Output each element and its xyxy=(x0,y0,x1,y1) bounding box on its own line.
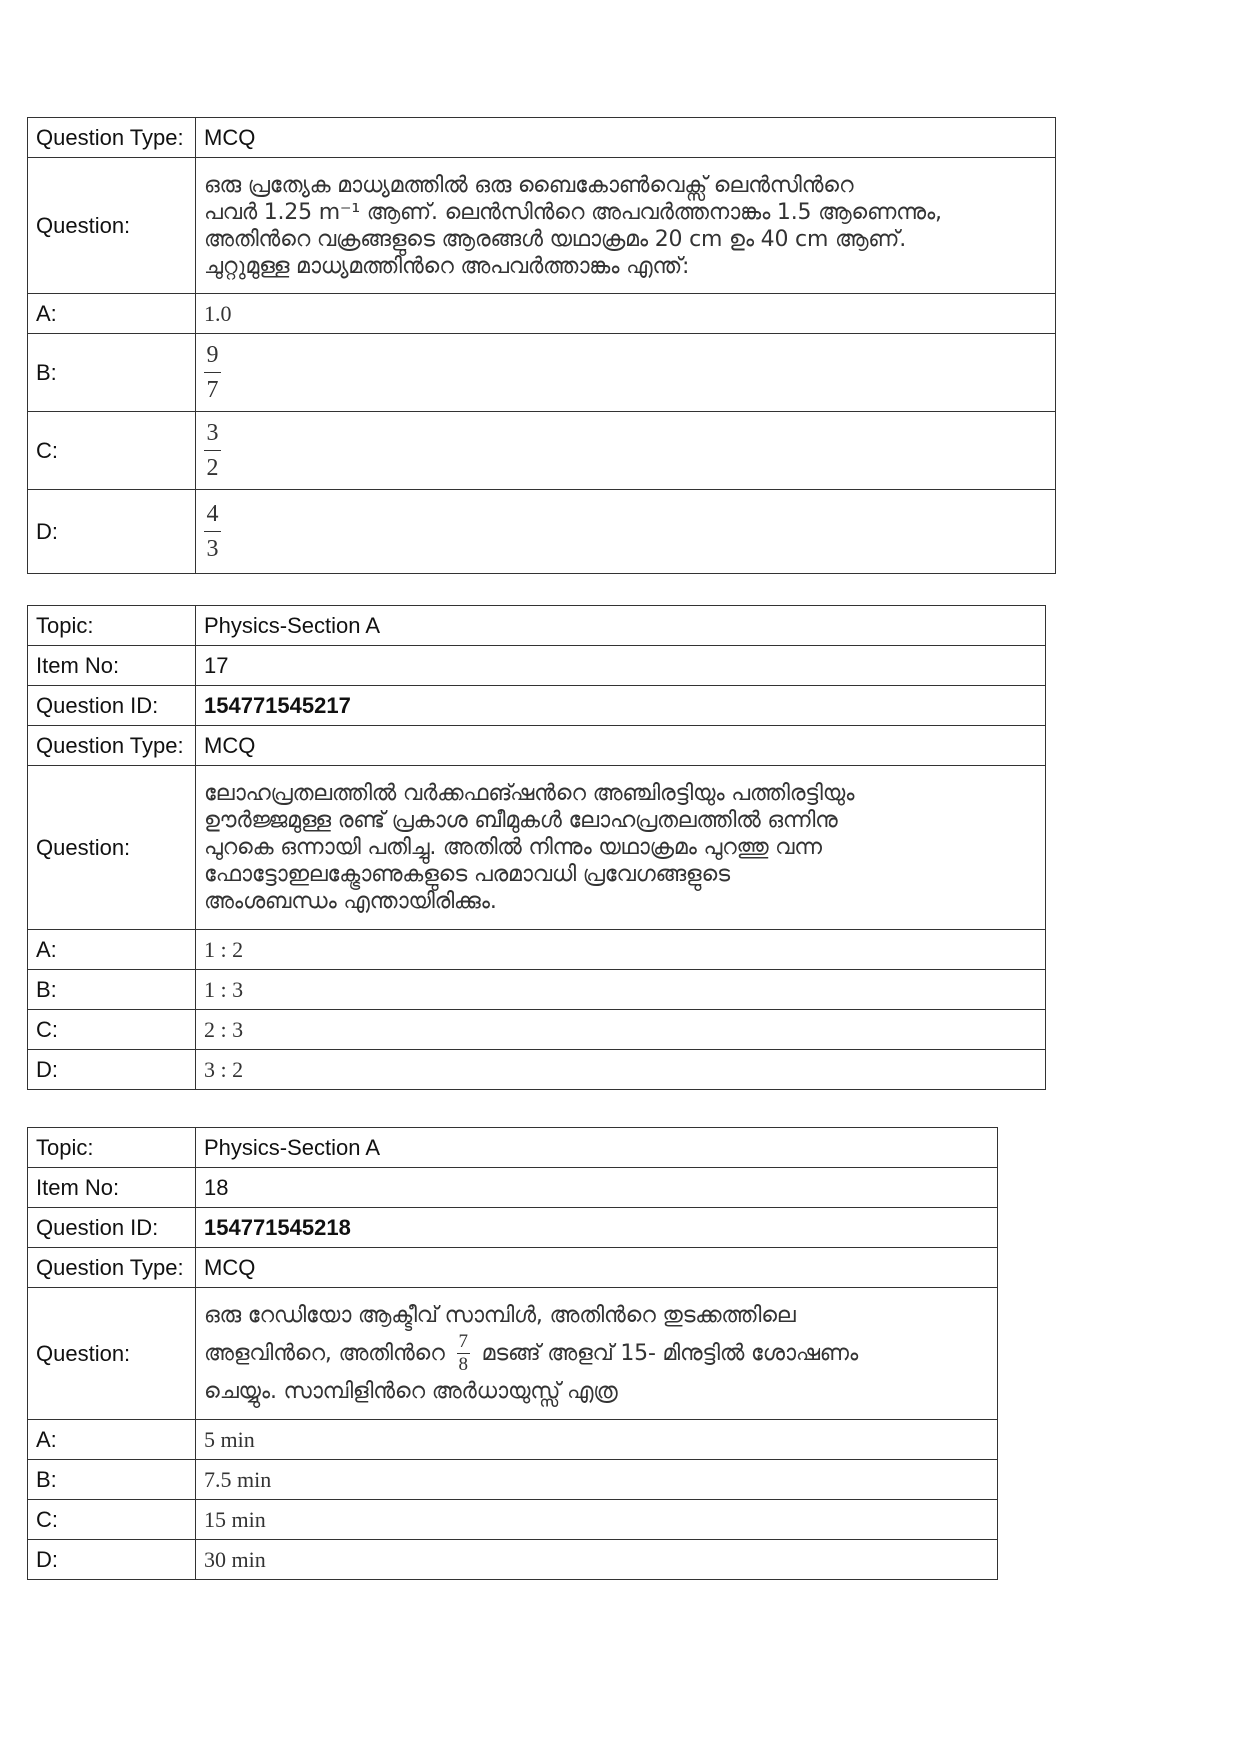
fraction xyxy=(204,501,221,562)
question-line: അംശബന്ധം എന്തായിരിക്കും. xyxy=(204,889,497,914)
question-line xyxy=(204,1333,989,1374)
option-d-value: 30 min xyxy=(196,1540,998,1580)
question-line: പുറകെ ഒന്നായി പതിച്ചു. അതിൽ നിന്നും യഥാക്രമം പുറത്തു വന്ന xyxy=(204,835,822,860)
fraction xyxy=(204,420,221,481)
topic-label: Topic: xyxy=(28,606,196,646)
option-b-value: 1 : 3 xyxy=(196,970,1046,1010)
topic-label: Topic: xyxy=(28,1128,196,1168)
question-line: ചുറ്റുമുള്ള മാധ്യമത്തിൻറെ അപവർത്താങ്കം എന്ത്: xyxy=(204,253,690,279)
question-line: ഒരു റേഡിയോ ആക്ടീവ് സാമ്പിൾ, അതിൻറെ തുടക്കത്തിലെ xyxy=(204,1303,796,1328)
question-label: Question: xyxy=(28,158,196,294)
question-line: അതിൻറെ വക്രങ്ങളുടെ ആരങ്ങൾ യഥാക്രമം 20 cm ഉം 40 cm ആണ്. xyxy=(204,226,907,252)
option-d-value: 3 : 2 xyxy=(196,1050,1046,1090)
question-line: ഫോട്ടോഇലക്ട്രോണുകളുടെ പരമാവധി പ്രവേഗങ്ങളുടെ xyxy=(204,862,730,887)
option-b-value: 7.5 min xyxy=(196,1460,998,1500)
option-d-label: D: xyxy=(28,1540,196,1580)
option-c-label: C: xyxy=(28,1500,196,1540)
option-a-label: A: xyxy=(28,1420,196,1460)
fraction-numerator: 4 xyxy=(206,501,219,527)
question-table-3 xyxy=(27,1127,998,1580)
option-b-value xyxy=(196,334,1056,412)
option-c-value: 2 : 3 xyxy=(196,1010,1046,1050)
question-type-label: Question Type: xyxy=(28,1248,196,1288)
fraction xyxy=(204,342,221,403)
item-no-label: Item No: xyxy=(28,646,196,686)
fraction-denominator: 8 xyxy=(458,1354,468,1375)
question-text xyxy=(196,1288,998,1420)
fraction-bar xyxy=(204,450,221,451)
fraction-denominator: 2 xyxy=(206,455,219,481)
option-d-value xyxy=(196,490,1056,574)
option-a-value: 1.0 xyxy=(196,294,1056,334)
option-a-value: 1 : 2 xyxy=(196,930,1046,970)
question-type-label: Question Type: xyxy=(28,726,196,766)
option-a-value: 5 min xyxy=(196,1420,998,1460)
question-id-label: Question ID: xyxy=(28,1208,196,1248)
option-b-label: B: xyxy=(28,1460,196,1500)
fraction-numerator: 3 xyxy=(206,420,219,446)
question-line: ഊർജ്ജമുള്ള രണ്ട് പ്രകാശ ബീമുകൾ ലോഹപ്രതലത്തിൽ ഒന്നിനു xyxy=(204,808,838,833)
question-type-value: MCQ xyxy=(196,118,1056,158)
question-line: ചെയ്യും. സാമ്പിളിൻറെ അർധായുസ്സ് എത്ര xyxy=(204,1379,618,1404)
option-b-label: B: xyxy=(28,334,196,412)
option-d-label: D: xyxy=(28,490,196,574)
question-type-value: MCQ xyxy=(196,1248,998,1288)
fraction-bar xyxy=(204,531,221,532)
option-c-label: C: xyxy=(28,1010,196,1050)
fraction-numerator: 7 xyxy=(458,1331,468,1352)
option-c-label: C: xyxy=(28,412,196,490)
question-line: പവർ 1.25 m⁻¹ ആണ്. ലെൻസിൻറെ അപവർത്തനാങ്കം 1.5 ആണെന്നും, xyxy=(204,199,942,225)
item-no-value: 18 xyxy=(196,1168,998,1208)
option-c-value: 15 min xyxy=(196,1500,998,1540)
fraction-bar xyxy=(204,372,221,373)
question-table-2 xyxy=(27,605,1046,1090)
question-label: Question: xyxy=(28,766,196,930)
item-no-label: Item No: xyxy=(28,1168,196,1208)
option-b-label: B: xyxy=(28,970,196,1010)
question-text xyxy=(196,766,1046,930)
option-d-label: D: xyxy=(28,1050,196,1090)
question-id-value: 154771545218 xyxy=(196,1208,998,1248)
question-type-value: MCQ xyxy=(196,726,1046,766)
question-line: ലോഹപ്രതലത്തിൽ വർക്കഫങ്ഷൻറെ അഞ്ചിരട്ടിയും പത്തിരട്ടിയും xyxy=(204,781,855,806)
option-c-value xyxy=(196,412,1056,490)
fraction-denominator: 7 xyxy=(206,377,219,403)
question-id-label: Question ID: xyxy=(28,686,196,726)
fraction-numerator: 9 xyxy=(206,342,219,368)
question-line-part: അളവിൻറെ, അതിൻറെ xyxy=(204,1341,445,1366)
question-line: ഒരു പ്രത്യേക മാധ്യമത്തിൽ ഒരു ബൈകോൺവെക്സ് ലെൻസിൻറെ xyxy=(204,172,854,198)
question-table-1 xyxy=(27,117,1056,574)
question-label: Question: xyxy=(28,1288,196,1420)
fraction xyxy=(457,1333,470,1374)
topic-value: Physics-Section A xyxy=(196,1128,998,1168)
question-line-part: മടങ്ങ് അളവ് 15- മിനുട്ടിൽ ശോഷണം xyxy=(481,1341,858,1366)
option-a-label: A: xyxy=(28,294,196,334)
question-type-label: Question Type: xyxy=(28,118,196,158)
fraction-denominator: 3 xyxy=(206,536,219,562)
question-text xyxy=(196,158,1056,294)
option-a-label: A: xyxy=(28,930,196,970)
item-no-value: 17 xyxy=(196,646,1046,686)
question-id-value: 154771545217 xyxy=(196,686,1046,726)
topic-value: Physics-Section A xyxy=(196,606,1046,646)
